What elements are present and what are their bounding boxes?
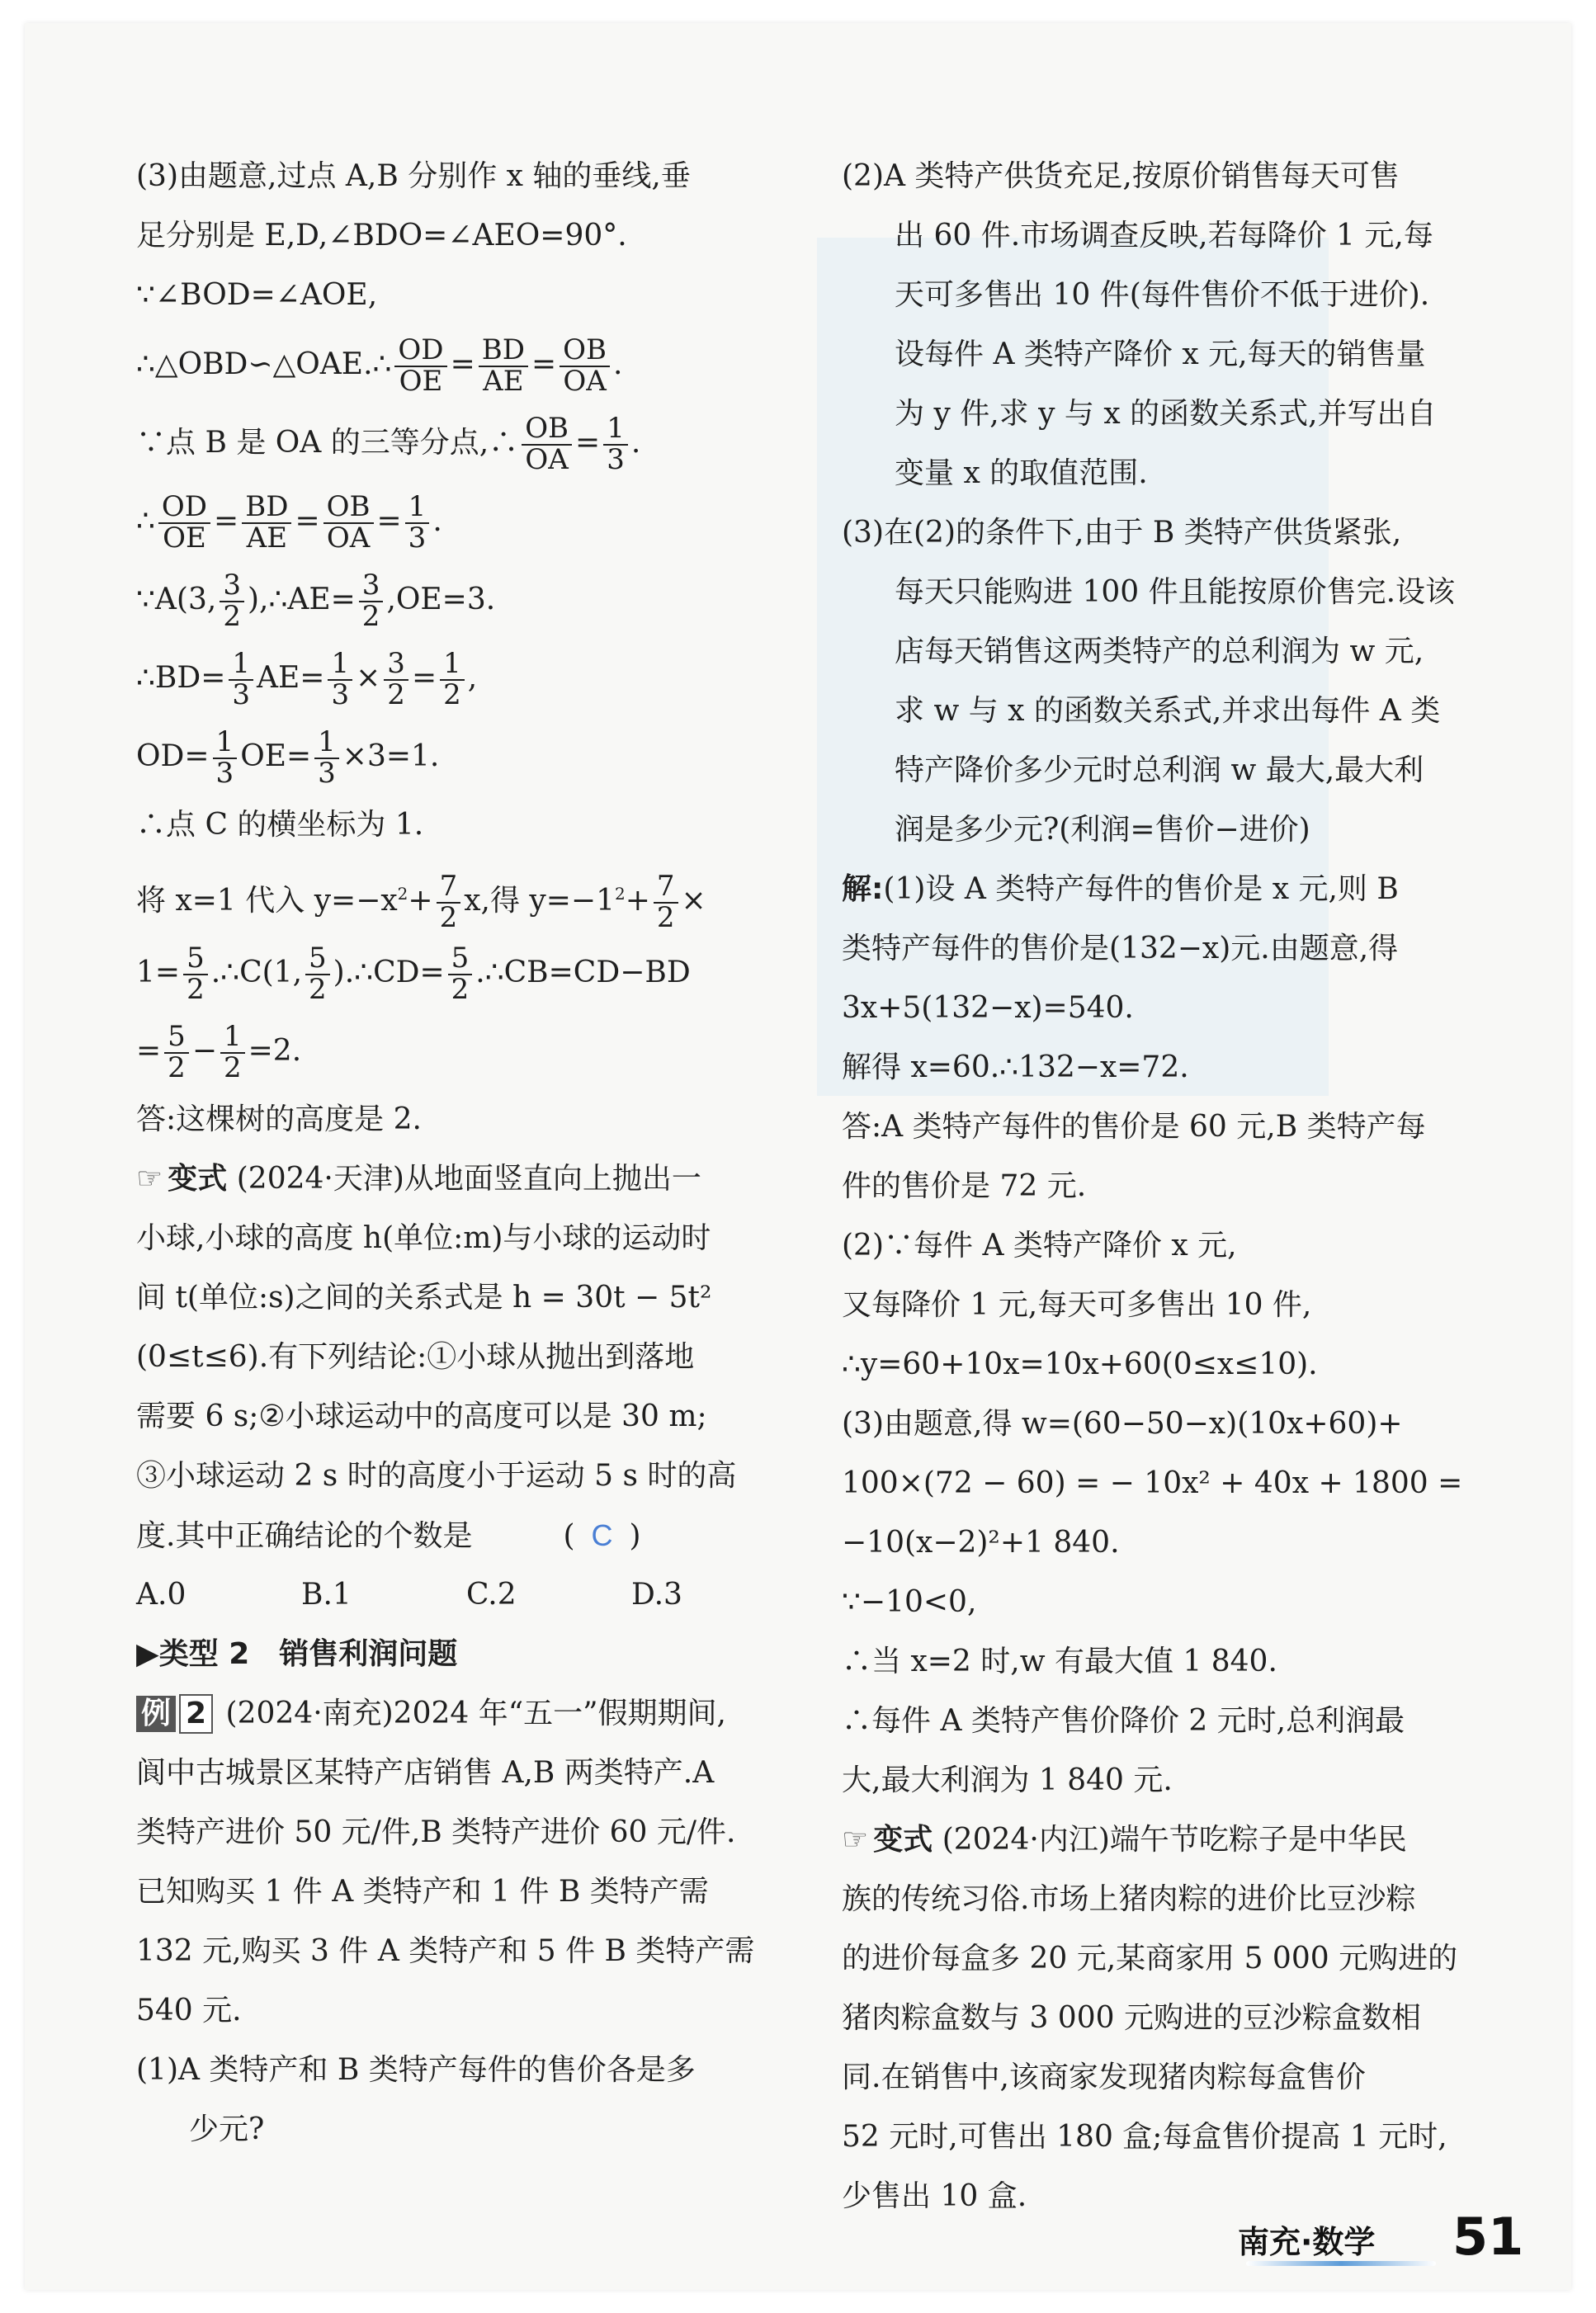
variant-question-2: ☞ 变式 (2024·内江)端午节吃粽子是中华民 xyxy=(842,1823,1407,1857)
text-line: (3)在(2)的条件下,由于 B 类特产供货紧张, xyxy=(842,516,1402,550)
text-line: (3)由题意,过点 A,B 分别作 x 轴的垂线,垂 xyxy=(136,159,691,193)
option-d: D.3 xyxy=(631,1578,682,1612)
pointing-hand-icon: ☞ xyxy=(136,1162,163,1196)
text-line: ∴每件 A 类特产售价降价 2 元时,总利润最 xyxy=(842,1704,1405,1738)
text-line: 猪肉粽盒数与 3 000 元购进的豆沙粽盒数相 xyxy=(842,2001,1421,2035)
text-line: 每天只能购进 100 件且能按原价售完.设该 xyxy=(895,575,1456,609)
answer-line: 答:这棵树的高度是 2. xyxy=(136,1102,422,1136)
text-line: 特产降价多少元时总利润 w 最大,最大利 xyxy=(895,753,1424,787)
handwritten-answer: C xyxy=(591,1518,613,1552)
text-line: 3x+5(132−x)=540. xyxy=(842,991,1134,1025)
text-line: (1)A 类特产和 B 类特产每件的售价各是多 xyxy=(136,2053,696,2087)
triangle-marker-icon: ▶ xyxy=(136,1637,159,1671)
text-line: (3)由题意,得 w=(60−50−x)(10x+60)+ xyxy=(842,1407,1403,1441)
text-line: 大,最大利润为 1 840 元. xyxy=(842,1763,1173,1797)
text-line: 求 w 与 x 的函数关系式,并求出每件 A 类 xyxy=(895,694,1441,728)
text-line: −10(x−2)²+1 840. xyxy=(842,1526,1120,1560)
text-line: 又每降价 1 元,每天可多售出 10 件, xyxy=(842,1288,1312,1322)
text-line: 出 60 件.市场调查反映,若每降价 1 元,每 xyxy=(895,219,1433,253)
text-line: (0≤t≤6).有下列结论:①小球从抛出到落地 xyxy=(136,1340,695,1374)
variant-question-1: ☞ 变式 (2024·天津)从地面竖直向上抛出一 xyxy=(136,1162,701,1196)
text-line: ∴点 C 的横坐标为 1. xyxy=(136,808,424,842)
text-line: 类特产进价 50 元/件,B 类特产进价 60 元/件. xyxy=(136,1815,736,1849)
text-line: 540 元. xyxy=(136,1994,242,2027)
od-calculation: OD= $\frac{1}{3}$ OE= $\frac{1}{3}$ ×3=1. xyxy=(136,725,440,790)
text-line: ∴y=60+10x=10x+60(0≤x≤10). xyxy=(842,1348,1318,1381)
text-line: 解得 x=60.∴132−x=72. xyxy=(842,1050,1189,1084)
text-line: 间 t(单位:s)之间的关系式是 h = 30t − 5t² xyxy=(136,1281,712,1315)
footer-underline xyxy=(1246,2261,1436,2266)
text-line: 少售出 10 盒. xyxy=(842,2179,1027,2213)
text-line: 足分别是 E,D,∠BDO=∠AEO=90°. xyxy=(136,219,627,253)
right-column xyxy=(842,147,1514,2226)
text-line: 润是多少元?(利润=售价−进价) xyxy=(895,813,1310,847)
text-line: 的进价每盒多 20 元,某商家用 5 000 元购进的 xyxy=(842,1942,1458,1975)
text-line: 52 元时,可售出 180 盒;每盒售价提高 1 元时, xyxy=(842,2120,1447,2154)
similar-triangle-ratio: ∴△OBD∽△OAE.∴ $\frac{OD}{OE}$ = $\frac{BD}{AE}$ = $\frac{OB}{OA}$ . xyxy=(136,333,623,398)
left-column xyxy=(136,147,796,2160)
text-line: 为 y 件,求 y 与 x 的函数关系式,并写出自 xyxy=(895,397,1437,431)
text-line: 132 元,购买 3 件 A 类特产和 5 件 B 类特产需 xyxy=(136,1934,755,1968)
text-line: 度.其中正确结论的个数是 ( C ) xyxy=(136,1518,641,1553)
textbook-page xyxy=(25,23,1571,2290)
text-line: 天可多售出 10 件(每件售价不低于进价). xyxy=(895,278,1430,312)
pointing-hand-icon: ☞ xyxy=(842,1823,869,1857)
text-line: 需要 6 s;②小球运动中的高度可以是 30 m; xyxy=(136,1400,707,1433)
text-line: 答:A 类特产每件的售价是 60 元,B 类特产每 xyxy=(842,1110,1426,1144)
example-number: 2 xyxy=(179,1694,213,1734)
substitution-line: 将 x=1 代入 $y=-x^2+$ $\frac{7}{2}$ x,得 $y=-1^2+$ $\frac{7}{2}$ × xyxy=(136,870,706,934)
option-b: B.1 xyxy=(301,1578,352,1612)
options-row xyxy=(136,1565,796,1625)
text-line: 少元? xyxy=(189,2112,265,2146)
page-number: 51 xyxy=(1452,2207,1524,2267)
point-c-line: 1= $\frac{5}{2}$ .∴C(1, $\frac{5}{2}$ ).∴CD= $\frac{5}{2}$ .∴CB=CD−BD xyxy=(136,942,691,1006)
text-line: 设每件 A 类特产降价 x 元,每天的销售量 xyxy=(895,338,1426,371)
text-line: ∴当 x=2 时,w 有最大值 1 840. xyxy=(842,1645,1277,1678)
text-line: 类特产每件的售价是(132−x)元.由题意,得 xyxy=(842,932,1399,965)
bd-calculation: ∴BD= $\frac{1}{3}$ AE= $\frac{1}{3}$ × $\frac{3}{2}$ = $\frac{1}{2}$ , xyxy=(136,647,478,711)
text-line: 族的传统习俗.市场上猪肉粽的进价比豆沙粽 xyxy=(842,1882,1416,1916)
text-line: 小球,小球的高度 h(单位:m)与小球的运动时 xyxy=(136,1221,711,1255)
text-line: ∵−10<0, xyxy=(842,1585,977,1619)
solution-start: 解:(1)设 A 类特产每件的售价是 x 元,则 B xyxy=(842,872,1399,906)
text-line: 店每天销售这两类特产的总利润为 w 元, xyxy=(895,635,1424,668)
text-line: 件的售价是 72 元. xyxy=(842,1169,1087,1203)
text-line: 同.在销售中,该商家发现猪肉粽每盒售价 xyxy=(842,2060,1366,2094)
text-line: 100×(72 − 60) = − 10x² + 40x + 1800 = xyxy=(842,1466,1463,1500)
text-line: (2)∵每件 A 类特产降价 x 元, xyxy=(842,1229,1237,1263)
text-line: 变量 x 的取值范围. xyxy=(895,456,1148,490)
text-line: ∵∠BOD=∠AOE, xyxy=(136,278,378,312)
point-a-coordinates: ∵A(3, $\frac{3}{2}$ ),∴AE= $\frac{3}{2}$ ,OE=3. xyxy=(136,569,496,633)
text-line: ③小球运动 2 s 时的高度小于运动 5 s 时的高 xyxy=(136,1459,737,1493)
text-line: 已知购买 1 件 A 类特产和 1 件 B 类特产需 xyxy=(136,1875,709,1909)
text-line: (2)A 类特产供货充足,按原价销售每天可售 xyxy=(842,159,1400,193)
option-a: A.0 xyxy=(136,1578,187,1612)
section-heading: ▶类型 2 销售利润问题 xyxy=(136,1637,458,1671)
page-footer xyxy=(1238,2202,1584,2276)
option-c: C.2 xyxy=(466,1578,517,1612)
footer-label: 南充·数学 xyxy=(1238,2224,1376,2260)
cb-result: = $\frac{5}{2}$ − $\frac{1}{2}$ =2. xyxy=(136,1020,302,1084)
ratio-chain: ∴ $\frac{OD}{OE}$ = $\frac{BD}{AE}$ = $\frac{OB}{OA}$ = $\frac{1}{3}$ . xyxy=(136,490,442,555)
trisection-ratio: ∵点 B 是 OA 的三等分点,∴ $\frac{OB}{OA}$ = $\frac{1}{3}$ . xyxy=(136,412,641,476)
example-badge: 例 xyxy=(136,1696,176,1732)
example-2: 例 2 (2024·南充)2024 年“五一”假期期间, xyxy=(136,1684,796,1744)
text-line: 阆中古城景区某特产店销售 A,B 两类特产.A xyxy=(136,1756,715,1790)
